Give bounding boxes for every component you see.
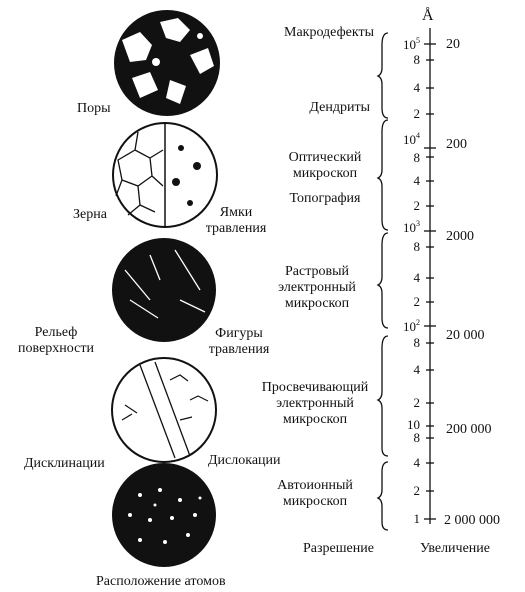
magnification-20000: 20 000	[446, 328, 485, 343]
brace-sem	[378, 233, 388, 328]
tick-4d: 4	[413, 362, 420, 377]
magnification-20: 20	[446, 37, 460, 52]
power-1e3: $10^3$	[403, 219, 420, 235]
tick-8c: 8	[413, 239, 420, 254]
label-optical-microscope: Оптический микроскоп	[288, 150, 362, 181]
tick-1: 1	[413, 511, 420, 526]
label-dendrites: Дендриты	[309, 100, 370, 115]
magnification-2000: 2000	[446, 229, 474, 244]
tick-4e: 4	[413, 455, 420, 470]
resolution-scale	[424, 28, 436, 524]
tick-2a: 2	[413, 106, 420, 121]
label-atom-arrangement: Расположение атомов	[96, 574, 226, 589]
brace-macro-dendrites	[378, 33, 388, 118]
tick-8a: 8	[413, 52, 420, 67]
tick-10: 10	[407, 417, 420, 432]
label-surface-relief: Рельеф поверхности	[18, 325, 94, 356]
pores-circle	[114, 10, 220, 116]
label-tem: Просвечивающий электронный микроскоп	[261, 380, 369, 427]
tick-8b: 8	[413, 150, 420, 165]
footer-magnification: Увеличение	[420, 541, 491, 556]
unit-label: Å	[422, 7, 434, 24]
label-macrodefects: Макродефекты	[284, 25, 374, 40]
power-1e2: $10^2$	[403, 318, 420, 334]
label-disclinations: Дисклинации	[24, 456, 105, 471]
label-topography: Топография	[289, 191, 361, 206]
power-1e5: $10^5$	[403, 36, 420, 52]
magnification-200000: 200 000	[446, 422, 492, 437]
label-etch-pits: Ямки травления	[205, 205, 267, 236]
brace-group	[378, 33, 388, 530]
tick-4a: 4	[413, 80, 420, 95]
tick-4b: 4	[413, 173, 420, 188]
dislocations-circle	[112, 358, 216, 462]
brace-tem	[378, 336, 388, 456]
label-fim: Автоионный микроскоп	[277, 478, 353, 509]
tick-2d: 2	[413, 395, 420, 410]
tick-8d: 8	[413, 335, 420, 350]
tick-8e: 8	[413, 430, 420, 445]
magnification-2000000: 2 000 000	[444, 513, 500, 528]
magnification-200: 200	[446, 137, 467, 152]
label-grains: Зерна	[73, 207, 107, 222]
tick-2b: 2	[413, 198, 420, 213]
footer-resolution: Разрешение	[303, 541, 374, 556]
label-pores: Поры	[77, 101, 111, 116]
label-sem: Растровый электронный микроскоп	[278, 264, 356, 311]
tick-2e: 2	[413, 483, 420, 498]
tick-2c: 2	[413, 294, 420, 309]
atoms-circle	[112, 463, 216, 567]
brace-fim	[378, 462, 388, 530]
label-dislocations: Дислокации	[208, 453, 281, 468]
label-etch-figures: Фигуры травления	[208, 326, 270, 357]
power-1e4: $10^4$	[403, 131, 420, 147]
tick-4c: 4	[413, 270, 420, 285]
